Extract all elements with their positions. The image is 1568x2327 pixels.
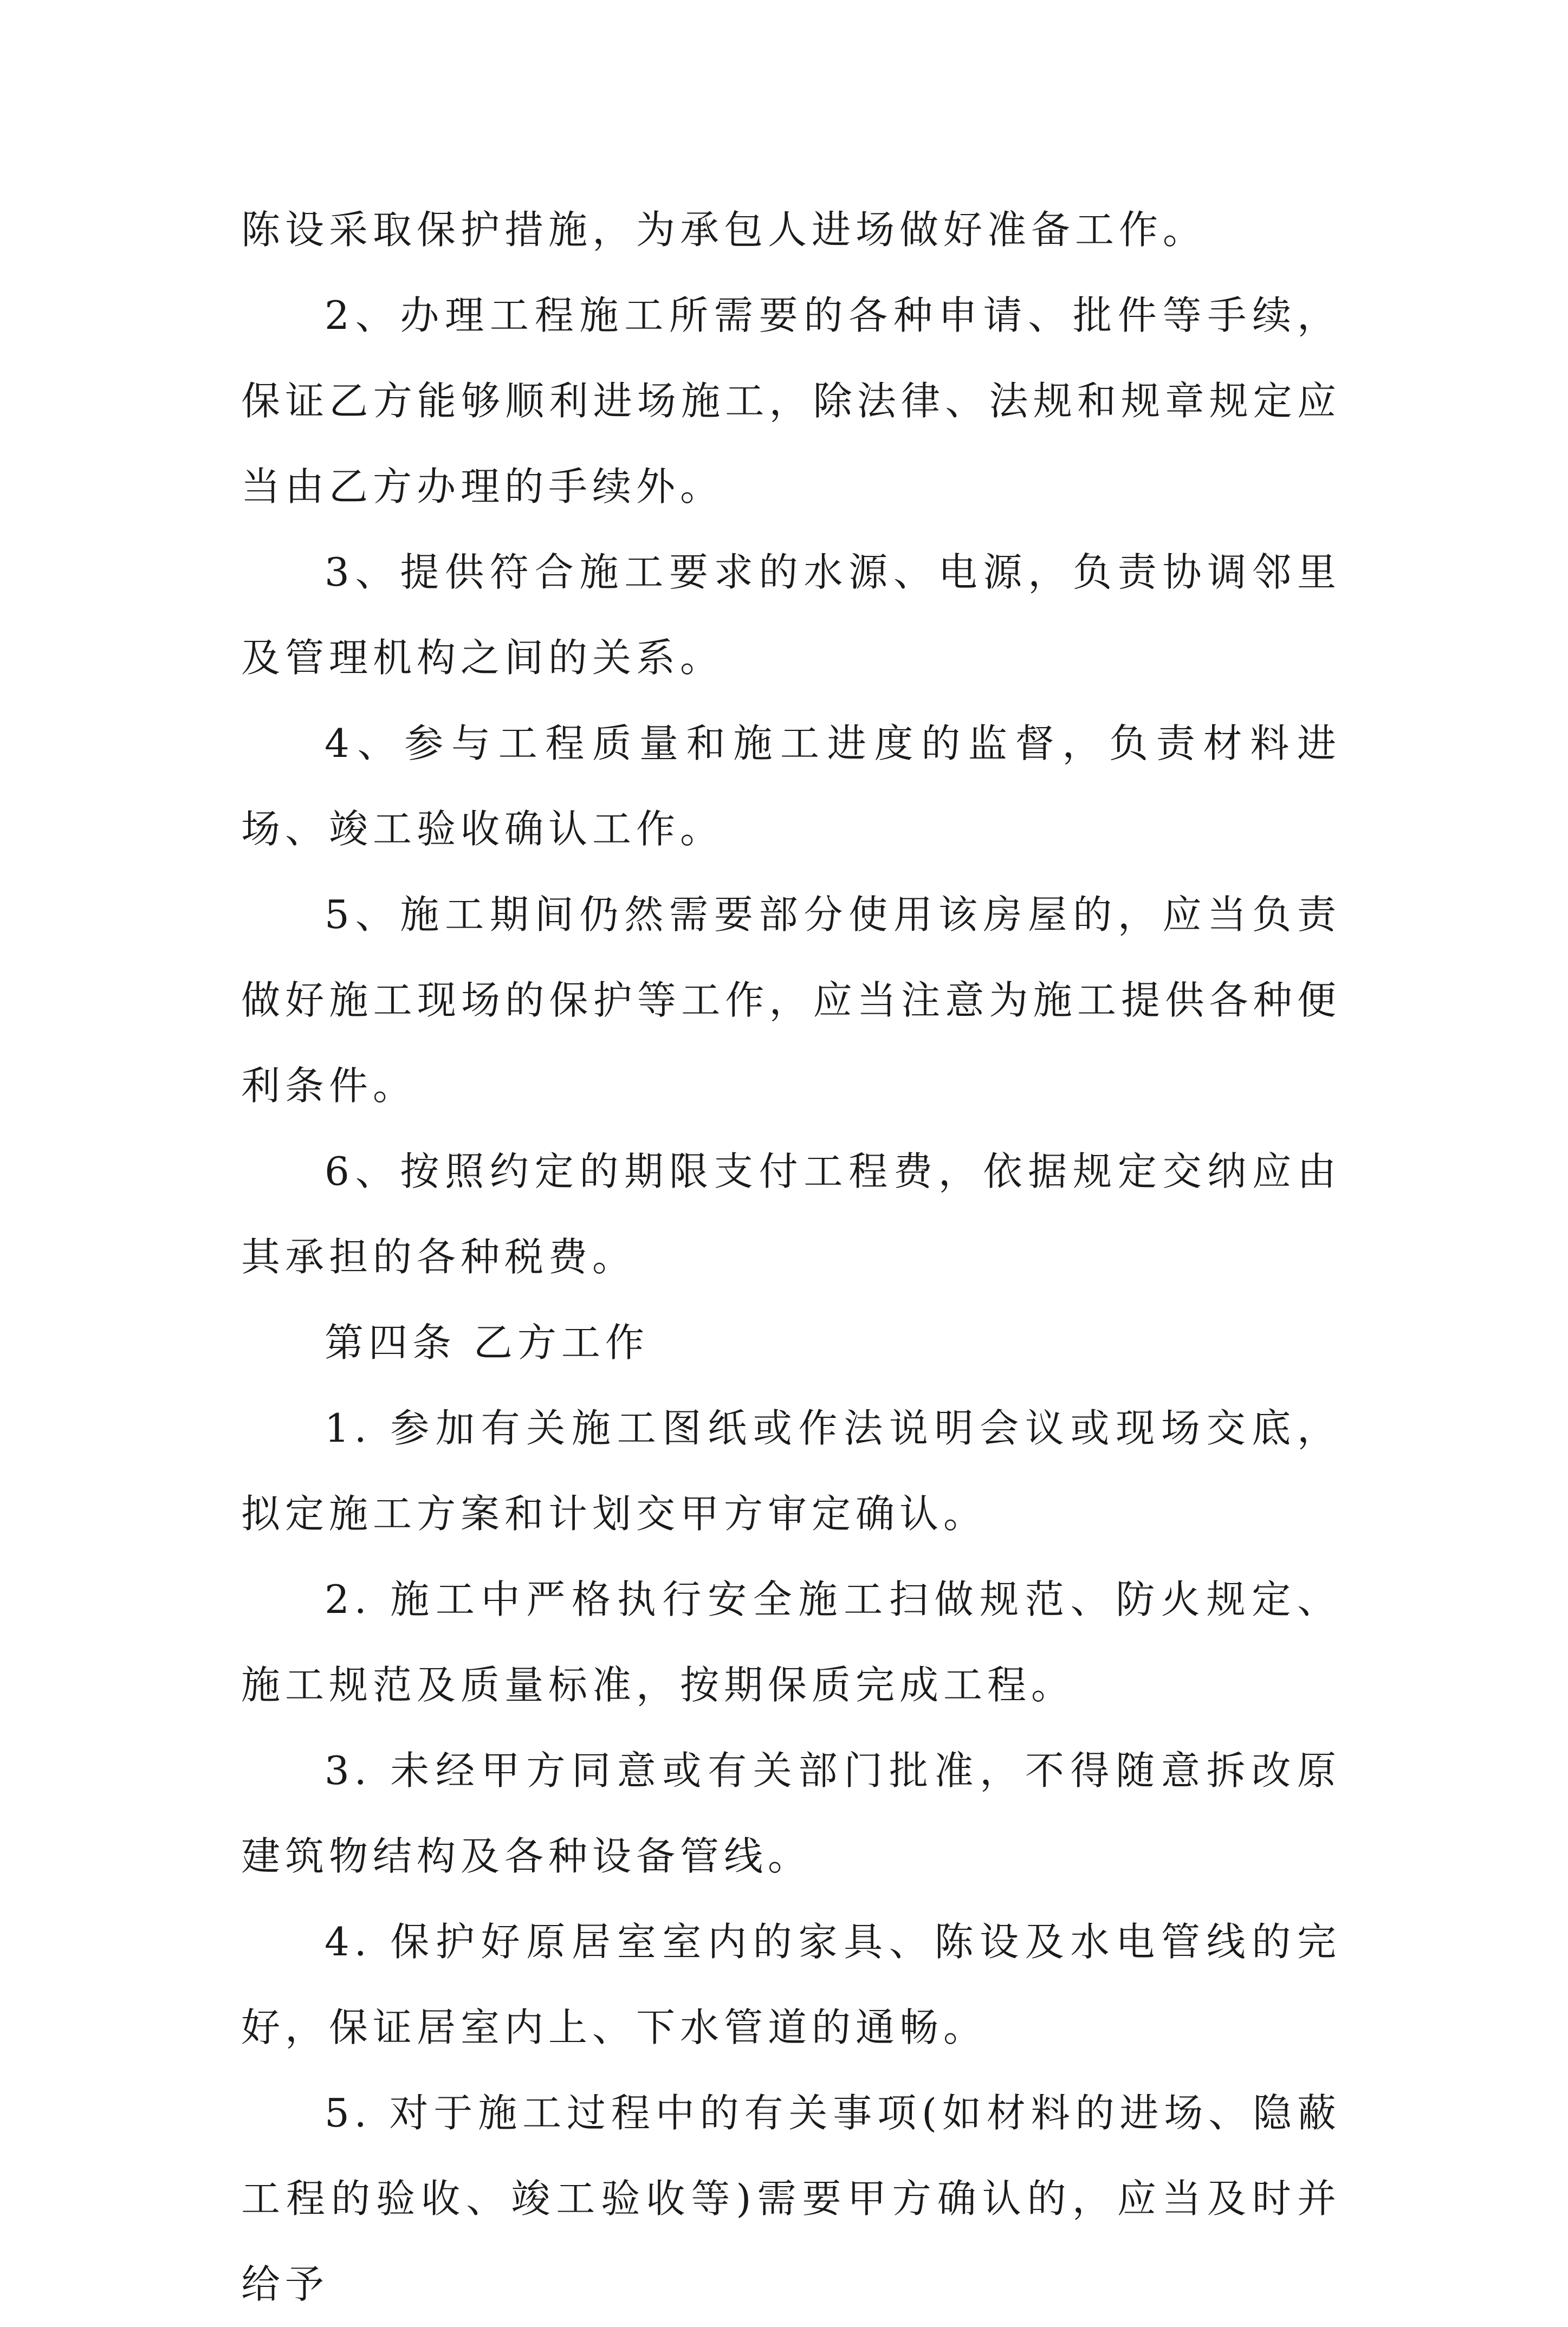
paragraph-b-item-2-safety: 2. 施工中严格执行安全施工扫做规范、防火规定、施工规范及质量标准，按期保质完成工程。 [241,1577,1341,1708]
paragraph-b-item-3-structure: 3. 未经甲方同意或有关部门批准，不得随意拆改原建筑物结构及各种设备管线。 [241,1748,1341,1879]
paragraph-item-2-permits: 2、办理工程施工所需要的各种申请、批件等手续，保证乙方能够顺利进场施工，除法律、法规和规章规定应当由乙方办理的手续外。 [241,293,1341,509]
paragraph-b-item-5-confirmation: 5. 对于施工过程中的有关事项(如材料的进场、隐蔽工程的验收、竣工验收等)需要甲方确认的，应当及时并给予 [241,2090,1341,2307]
paragraph-b-item-1-plans: 1. 参加有关施工图纸或作法说明会议或现场交底，拟定施工方案和计划交甲方审定确认。 [241,1405,1341,1537]
paragraph-b-item-4-furniture: 4. 保护好原居室室内的家具、陈设及水电管线的完好，保证居室内上、下水管道的通畅。 [241,1919,1341,2050]
paragraph-item-3-utilities: 3、提供符合施工要求的水源、电源，负责协调邻里及管理机构之间的关系。 [241,549,1341,680]
paragraph-item-6-payment: 6、按照约定的期限支付工程费，依据规定交纳应由其承担的各种税费。 [241,1149,1341,1280]
document-page [241,187,1341,2327]
paragraph-continuation: 陈设采取保护措施，为承包人进场做好准备工作。 [241,207,1207,252]
paragraph-item-5-site-protection: 5、施工期间仍然需要部分使用该房屋的，应当负责做好施工现场的保护等工作，应当注意为施工提供各种便利条件。 [241,892,1341,1109]
paragraph-item-4-supervision: 4、参与工程质量和施工进度的监督，负责材料进场、竣工验收确认工作。 [241,721,1341,852]
section-heading-article-4: 第四条 乙方工作 [325,1320,649,1365]
